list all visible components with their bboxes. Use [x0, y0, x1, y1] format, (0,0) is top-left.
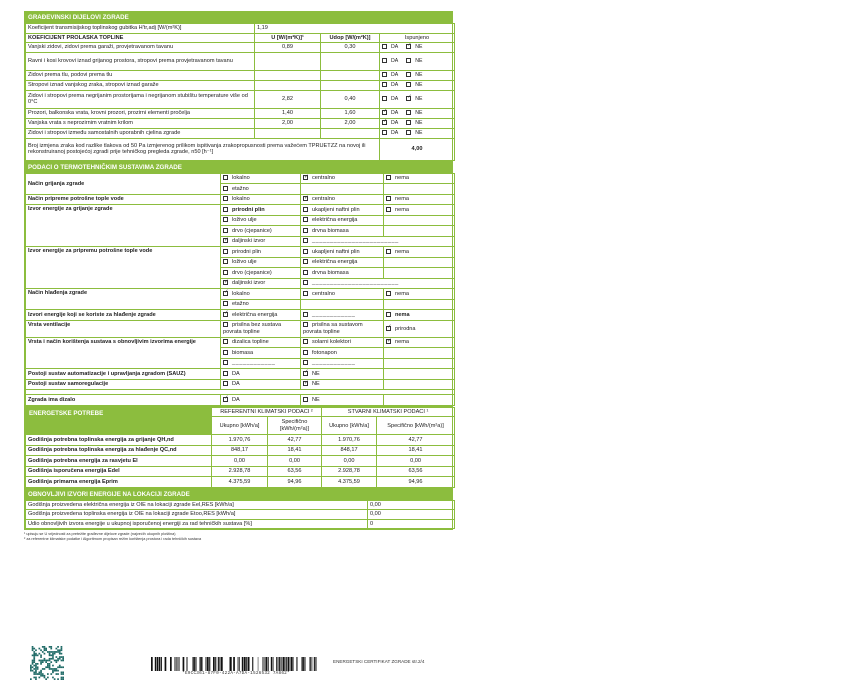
ref-climate-header: REFERENTNI KLIMATSKI PODACI ² [212, 407, 322, 416]
energy-label: Godišnja potrebna toplinska energija za grijanje QH,nd [26, 435, 212, 446]
da-label: DA [391, 43, 399, 50]
checkbox-checked[interactable] [382, 110, 387, 115]
heating-method-label: Način grijanja zgrade [26, 173, 221, 194]
opt-cool-floor[interactable]: etažno [221, 299, 301, 310]
checkbox[interactable] [303, 207, 308, 212]
coef-value: 1,19 [255, 24, 455, 33]
energy-value: 63,56 [377, 466, 455, 477]
fulfilled-cell[interactable] [380, 90, 455, 108]
checkbox[interactable] [223, 186, 228, 191]
opt-hs-electric[interactable]: električna energija [301, 215, 384, 226]
section-title: GRAĐEVINSKI DIJELOVI ZGRADE [25, 12, 452, 23]
energy-value: 0,00 [212, 456, 268, 467]
certificate-page-label: ENERGETSKI CERTIFIKAT ZGRADE str.2/4 [333, 659, 425, 664]
cooling-method-label: Način hlađenja zgrade [26, 289, 221, 310]
opt-re-other-b[interactable]: ____________ [301, 358, 384, 369]
fulfilled-cell[interactable] [380, 70, 455, 80]
da-label: DA [391, 81, 399, 88]
element-label: Zidovi prema tlu, podovi prema tlu [26, 70, 255, 80]
energy-value: 18,41 [268, 445, 322, 456]
checkbox-checked[interactable] [223, 291, 228, 296]
energy-value: 42,77 [377, 435, 455, 446]
checkbox[interactable] [223, 339, 228, 344]
checkbox[interactable] [303, 312, 308, 317]
energy-value: 848,17 [212, 445, 268, 456]
checkbox[interactable] [382, 58, 387, 63]
opt-hs-other[interactable]: ________________________ [301, 236, 455, 247]
table-row [26, 477, 455, 488]
opt-ds-electric[interactable]: električna energija [301, 257, 384, 268]
ne-label: NE [415, 119, 423, 126]
checkbox[interactable] [386, 207, 391, 212]
da-label: DA [391, 71, 399, 78]
udop-value [321, 128, 380, 138]
opt-heating-none[interactable]: nema [384, 173, 455, 184]
opt-cs-other[interactable]: ____________ [301, 310, 384, 321]
section-title: OBNOVLJIVI IZVORI ENERGIJE NA LOKACIJI ZGRADE [25, 489, 452, 500]
table-row [26, 500, 455, 509]
checkbox[interactable] [382, 72, 387, 77]
opt-cs-none[interactable]: nema [384, 310, 455, 321]
opt-sauz-yes[interactable]: DA [221, 369, 301, 380]
opt-hs-gas[interactable]: prirodni plin [221, 205, 301, 216]
checkbox[interactable] [382, 96, 387, 101]
checkbox[interactable] [386, 291, 391, 296]
footnote-1: ¹ upisuju se U vrijednosti za pretežite građevne dijelove zgrade (najvećih ukupnih ploština) [24, 532, 176, 537]
fulfilled-cell[interactable] [380, 118, 455, 128]
checkbox[interactable] [303, 238, 308, 243]
certificate-page [24, 11, 453, 542]
checkbox-checked[interactable] [223, 397, 228, 402]
checkbox[interactable] [303, 322, 308, 327]
checkbox[interactable] [303, 291, 308, 296]
u-value [255, 80, 321, 90]
energy-value: 848,17 [322, 445, 377, 456]
checkbox[interactable] [382, 130, 387, 135]
fulfilled-cell[interactable] [380, 128, 455, 138]
checkbox[interactable] [386, 196, 391, 201]
energy-value: 63,56 [268, 466, 322, 477]
checkbox[interactable] [223, 350, 228, 355]
u-value [255, 52, 321, 70]
elevator-label: Zgrada ima dizalo [26, 395, 221, 406]
checkbox-checked[interactable] [406, 44, 411, 49]
checkbox-checked[interactable] [303, 196, 308, 201]
checkbox[interactable] [223, 301, 228, 306]
u-value: 1,40 [255, 108, 321, 118]
ref-total-header: Ukupno [kWh/a] [212, 417, 268, 435]
table-row [26, 52, 455, 70]
energy-value: 1.970,76 [212, 435, 268, 446]
energy-label: Godišnja potrebna toplinska energija za hlađenje QC,nd [26, 445, 212, 456]
checkbox[interactable] [406, 130, 411, 135]
opt-re-biomass[interactable]: biomasa [221, 348, 301, 359]
dhw-method-label: Način pripreme potrošne tople vode [26, 194, 221, 205]
da-label: DA [391, 119, 399, 126]
checkbox[interactable] [303, 350, 308, 355]
opt-hs-none[interactable]: nema [384, 205, 455, 216]
u-col-header: U [W/(m²K)]¹ [255, 33, 321, 42]
renewable-value: 0 [368, 519, 455, 528]
opt-ds-district[interactable]: ✓daljinski izvor [221, 278, 301, 289]
barcode-text: *E9CC361-87F0-422A-A7DA-1526532 7A862* [182, 671, 290, 676]
opt-re-heatpump[interactable]: dizalica topline [221, 337, 301, 348]
checkbox-checked[interactable] [382, 120, 387, 125]
checkbox[interactable] [223, 207, 228, 212]
checkbox[interactable] [303, 280, 308, 285]
table-row [26, 108, 455, 118]
opt-ds-wood[interactable]: drvo (cjepanice) [221, 268, 301, 279]
energy-value: 2.928,78 [212, 466, 268, 477]
checkbox[interactable] [223, 259, 228, 264]
opt-sauz-no[interactable]: ✓ NE [301, 369, 384, 380]
u-value [255, 70, 321, 80]
energy-value: 18,41 [377, 445, 455, 456]
udop-value [321, 52, 380, 70]
table-row [26, 445, 455, 456]
dhw-source-label: Izvor energije za pripremu potrošne tople vode [26, 247, 221, 289]
fulfilled-cell[interactable] [380, 108, 455, 118]
energy-value: 0,00 [377, 456, 455, 467]
barcode-icon [150, 657, 322, 671]
section-energy-needs [24, 407, 453, 489]
checkbox[interactable] [303, 397, 308, 402]
opt-dhw-local[interactable]: lokalno [221, 194, 301, 205]
ispunjeno-col-header: Ispunjeno [380, 33, 455, 42]
checkbox-checked[interactable] [223, 238, 228, 243]
checkbox[interactable] [303, 259, 308, 264]
ventilation-label: Vrsta ventilacije [26, 320, 221, 337]
opt-vent-natural[interactable]: ✓prirodna [384, 320, 455, 337]
real-specific-header: Specifično [kWh/(m²a)] [377, 417, 455, 435]
opt-hs-district[interactable]: ✓daljinski izvor [221, 236, 301, 247]
energy-value: 4.375,59 [212, 477, 268, 488]
energy-label: Godišnja potrebna energija za rasvjetu El [26, 456, 212, 467]
checkbox[interactable] [223, 175, 228, 180]
checkbox-checked[interactable] [386, 326, 391, 331]
section-title: PODACI O TERMOTEHNIČKIM SUSTAVIMA ZGRADE [25, 162, 452, 173]
checkbox[interactable] [223, 228, 228, 233]
fulfilled-cell[interactable] [380, 42, 455, 52]
checkbox[interactable] [386, 175, 391, 180]
opt-re-pv[interactable]: fotonapon [301, 348, 384, 359]
opt-cool-none[interactable]: nema [384, 289, 455, 300]
opt-vent-recovery[interactable]: prisilna sa sustavom povrata topline [301, 320, 384, 337]
table-row [26, 519, 455, 528]
ne-label: NE [415, 71, 423, 78]
checkbox[interactable] [303, 228, 308, 233]
element-label: Prozori, balkonska vrata, krovni prozori, prozirni elementi pročelja [26, 108, 255, 118]
opt-heating-local[interactable]: lokalno [221, 173, 301, 184]
opt-ds-other[interactable]: ________________________ [301, 278, 455, 289]
opt-ds-none[interactable]: nema [384, 247, 455, 258]
checkbox-checked[interactable] [303, 175, 308, 180]
cooling-source-label: Izvori energije koji se koriste za hlađenje zgrade [26, 310, 221, 321]
real-climate-header: STVARNI KLIMATSKI PODACI ¹ [322, 407, 455, 416]
opt-elevator-no[interactable]: NE [301, 395, 384, 406]
opt-hs-oil[interactable]: loživo ulje [221, 215, 301, 226]
opt-ds-gas[interactable]: prirodni plin [221, 247, 301, 258]
checkbox[interactable] [406, 58, 411, 63]
selfreg-label: Postoji sustav samoregulacije [26, 379, 221, 390]
opt-selfreg-yes[interactable]: DA [221, 379, 301, 390]
checkbox-checked[interactable] [223, 312, 228, 317]
da-label: DA [391, 129, 399, 136]
opt-re-none[interactable]: ✓ nema [384, 337, 455, 348]
qr-code-icon [30, 646, 64, 680]
opt-cool-central[interactable]: centralno [301, 289, 384, 300]
table-row [26, 466, 455, 477]
opt-ds-lpg[interactable]: ukapljeni naftni plin [301, 247, 384, 258]
checkbox[interactable] [223, 371, 228, 376]
ne-label: NE [415, 81, 423, 88]
fulfilled-cell[interactable] [380, 52, 455, 70]
table-row [26, 510, 455, 519]
energy-label: Godišnja isporučena energija Edel [26, 466, 212, 477]
thermal-systems-table [25, 173, 455, 406]
checkbox[interactable] [303, 360, 308, 365]
renewable-value: 0,00 [368, 500, 455, 509]
checkbox[interactable] [406, 110, 411, 115]
element-label: Zidovi i stropovi prema negrijanim prostorijama i negrijanom stubištu temperature više od 0°C [26, 90, 255, 108]
checkbox[interactable] [223, 196, 228, 201]
table-row [26, 90, 455, 108]
checkbox[interactable] [223, 270, 228, 275]
u-values-table [25, 23, 455, 161]
opt-heating-central[interactable]: ✓ centralno [301, 173, 384, 184]
da-label: DA [391, 95, 399, 102]
energy-value: 0,00 [268, 456, 322, 467]
opt-re-solar[interactable]: solarni kolektori [301, 337, 384, 348]
table-row [26, 70, 455, 80]
opt-ds-biomass[interactable]: drvna biomasa [301, 268, 384, 279]
ref-specific-header: Specifično [kWh/(m²a)] [268, 417, 322, 435]
renewable-value: 0,00 [368, 510, 455, 519]
opt-ds-oil[interactable]: loživo ulje [221, 257, 301, 268]
footnotes [24, 530, 453, 542]
air-change-value: 4,00 [380, 138, 455, 160]
energy-value: 0,00 [322, 456, 377, 467]
table-row [26, 42, 455, 52]
checkbox[interactable] [386, 249, 391, 254]
u-value [255, 128, 321, 138]
energy-value: 4.375,59 [322, 477, 377, 488]
renewable-label: Godišnja proizvedena toplinska energija iz OIE na lokaciji zgrade Etoo,RES [kWh/a] [26, 510, 368, 519]
u-header-label: KOEFICIJENT PROLASKA TOPLINE [26, 33, 255, 42]
energy-value: 94,96 [268, 477, 322, 488]
element-label: Ravni i kosi krovovi iznad grijanog prostora, stropovi prema provjetravanom tavanu [26, 52, 255, 70]
opt-hs-biomass[interactable]: drvna biomasa [301, 226, 384, 237]
checkbox[interactable] [303, 249, 308, 254]
heating-source-label: Izvor energije za grijanje zgrade [26, 205, 221, 247]
energy-needs-table [25, 407, 455, 488]
checkbox[interactable] [223, 360, 228, 365]
table-row [26, 128, 455, 138]
ne-label: NE [415, 109, 423, 116]
table-row [26, 435, 455, 446]
ne-label: NE [415, 43, 423, 50]
element-label: Zidovi i stropovi između samostalnih uporabnih cjelina zgrade [26, 128, 255, 138]
energy-value: 1.970,76 [322, 435, 377, 446]
checkbox[interactable] [223, 322, 228, 327]
checkbox[interactable] [406, 120, 411, 125]
renewables-table [25, 500, 455, 529]
sauz-label: Postoji sustav automatizacije i upravljanja zgradom (SAUZ) [26, 369, 221, 380]
opt-re-other-a[interactable]: ____________ [221, 358, 301, 369]
udop-value [321, 70, 380, 80]
udop-value: 0,40 [321, 90, 380, 108]
opt-hs-lpg[interactable]: ukapljeni naftni plin [301, 205, 384, 216]
u-value: 2,82 [255, 90, 321, 108]
da-label: DA [391, 109, 399, 116]
table-row [26, 456, 455, 467]
checkbox[interactable] [303, 217, 308, 222]
opt-dhw-none[interactable]: nema [384, 194, 455, 205]
checkbox[interactable] [303, 270, 308, 275]
section-title: ENERGETSKE POTREBE [26, 407, 212, 434]
checkbox[interactable] [386, 312, 391, 317]
energy-value: 94,96 [377, 477, 455, 488]
checkbox[interactable] [382, 44, 387, 49]
section-building-elements [24, 11, 453, 162]
opt-vent-forced[interactable]: prisilna bez sustava povrata topline [221, 320, 301, 337]
energy-value: 2.928,78 [322, 466, 377, 477]
section-thermal-systems [24, 162, 453, 407]
fulfilled-cell[interactable] [380, 80, 455, 90]
udop-value: 1,60 [321, 108, 380, 118]
element-label: Stropovi iznad vanjskog zraka, stropovi iznad garaže [26, 80, 255, 90]
footnote-2: ² za referentne klimatske podatke i Algoritmom propisan režim korištenja prostora i rada tehničkih sustava [24, 537, 202, 542]
table-row [26, 80, 455, 90]
udop-value [321, 80, 380, 90]
element-label: Vanjski zidovi, zidovi prema garaži, provjetravanom tavanu [26, 42, 255, 52]
u-value: 2,00 [255, 118, 321, 128]
opt-elevator-yes[interactable]: ✓ DA [221, 395, 301, 406]
opt-dhw-central[interactable]: ✓ centralno [301, 194, 384, 205]
opt-selfreg-no[interactable]: ✓ NE [301, 379, 384, 390]
renewables-label: Vrsta i način korištenja sustava s obnovljivim izvorima energije [26, 337, 221, 369]
opt-hs-wood[interactable]: drvo (cjepanice) [221, 226, 301, 237]
air-change-label: Broj izmjena zraka kod razlike tlakova od 50 Pa izmjerenog prilikom ispitivanja zrakopropusnosti prema važećem TPRUETZZ na novoj ili rekonstruiranoj postojećoj zgradi prije tehničkog pregleda zgrade, n50 [h⁻¹] [26, 138, 380, 160]
checkbox[interactable] [223, 217, 228, 222]
udop-value: 0,30 [321, 42, 380, 52]
checkbox-checked[interactable] [386, 339, 391, 344]
energy-value: 42,77 [268, 435, 322, 446]
opt-cool-local[interactable]: ✓ lokalno [221, 289, 301, 300]
renewable-label: Udio obnovljivih izvora energije u ukupnoj isporučenoj energiji za rad tehničkih sustava [%] [26, 519, 368, 528]
opt-cs-electric[interactable]: ✓ električna energija [221, 310, 301, 321]
udop-col-header: Udop [W/(m²K)] [321, 33, 380, 42]
element-label: Vanjska vrata s neprozirnim vratnim krilom [26, 118, 255, 128]
coef-label: Koeficijent transmisijskog toplinskog gubitka H'tr,adj [W/(m²K)] [26, 24, 255, 33]
ne-label: NE [415, 95, 423, 102]
checkbox-checked[interactable] [223, 280, 228, 285]
checkbox[interactable] [406, 72, 411, 77]
udop-value: 2,00 [321, 118, 380, 128]
energy-label: Godišnja primarna energija Eprim [26, 477, 212, 488]
checkbox-checked[interactable] [303, 371, 308, 376]
table-row [26, 118, 455, 128]
checkbox-checked[interactable] [406, 96, 411, 101]
u-value: 0,89 [255, 42, 321, 52]
ne-label: NE [415, 57, 423, 64]
checkbox[interactable] [223, 249, 228, 254]
renewable-label: Godišnja proizvedena električna energija iz OIE na lokaciji zgrade Eel,RES [kWh/a] [26, 500, 368, 509]
ne-label: NE [415, 129, 423, 136]
section-renewables-onsite [24, 489, 453, 530]
opt-heating-floor[interactable]: etažno [221, 184, 301, 195]
checkbox-checked[interactable] [303, 381, 308, 386]
checkbox[interactable] [406, 82, 411, 87]
checkbox[interactable] [382, 82, 387, 87]
real-total-header: Ukupno [kWh/a] [322, 417, 377, 435]
checkbox[interactable] [303, 339, 308, 344]
checkbox[interactable] [223, 381, 228, 386]
da-label: DA [391, 57, 399, 64]
